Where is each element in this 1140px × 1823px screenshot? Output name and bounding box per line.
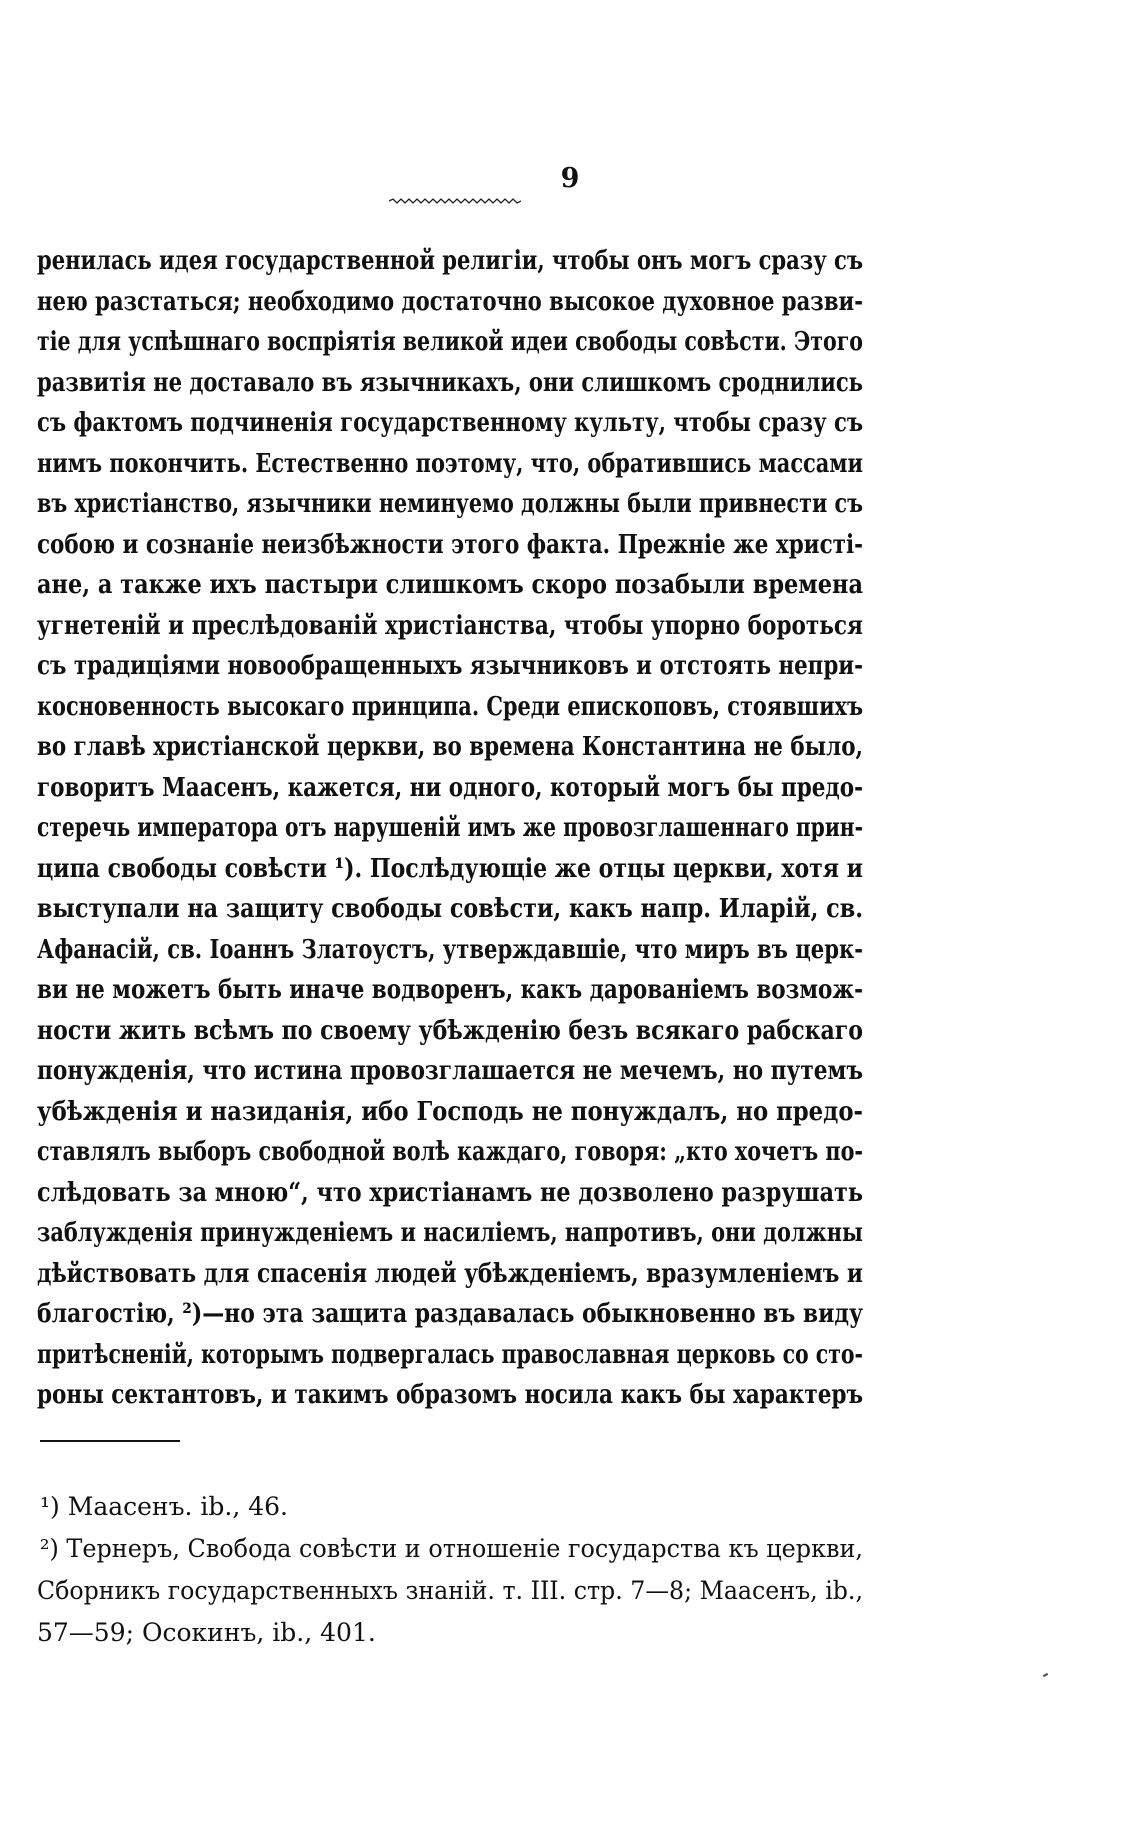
- footnote-continuation: 57—59; Осокинъ, ib., 401.: [37, 1618, 376, 1647]
- text-line: развитія не доставало въ язычникахъ, они слишкомъ сроднились: [37, 367, 863, 398]
- text-line: убѣжденія и назиданія, ибо Господь не понуждалъ, но предо-: [37, 1096, 863, 1127]
- text-line: ви не можетъ быть иначе водворенъ, какъ дарованіемъ возмож-: [37, 975, 863, 1005]
- text-line: собою и сознаніе неизбѣжности этого факта. Прежніе же христі-: [37, 529, 863, 560]
- text-line: говоритъ Маасенъ, кажется, ни одного, который могъ бы предо-: [37, 772, 863, 803]
- text-line: косновенность высокаго принципа. Среди епископовъ, стоявшихъ: [37, 691, 863, 722]
- footnote-separator: [40, 1440, 180, 1442]
- text-line: заблужденія принужденіемъ и насиліемъ, напротивъ, они должны: [37, 1218, 863, 1248]
- text-line: въ христіанство, язычники неминуемо должны были привнести съ: [37, 489, 863, 519]
- text-line: тіе для успѣшнаго воспріятія великой идеи свободы совѣсти. Этого: [37, 327, 863, 357]
- text-line: угнетеній и преслѣдованій христіанства, чтобы упорно бороться: [37, 610, 863, 641]
- text-line: съ фактомъ подчиненія государственному культу, чтобы сразу съ: [37, 408, 863, 438]
- footnote-continuation: Сборникъ государственныхъ знаній. т. III. стр. 7—8; Маасенъ, ib.,: [37, 1576, 863, 1605]
- text-line: выступали на защиту свободы совѣсти, какъ напр. Иларій, св.: [37, 894, 863, 924]
- text-line: благостію, ²)—но эта защита раздавалась обыкновенно въ виду: [37, 1299, 863, 1329]
- text-line: притѣсненій, которымъ подвергалась православная церковь со сто-: [37, 1339, 863, 1370]
- text-line: роны сектантовъ, и такимъ образомъ носила какъ бы характеръ: [37, 1380, 863, 1410]
- text-line: нимъ покончить. Естественно поэтому, что, обратившись массами: [37, 448, 863, 479]
- scan-speck: [1043, 1673, 1048, 1677]
- text-line: ципа свободы совѣсти ¹). Послѣдующіе же отцы церкви, хотя и: [37, 853, 863, 884]
- text-line: нею разстаться; необходимо достаточно высокое духовное разви-: [37, 286, 863, 317]
- text-line: ренилась идея государственной религіи, чтобы онъ могъ сразу съ: [37, 246, 863, 276]
- text-line: понужденія, что истина провозглашается не мечемъ, но путемъ: [37, 1056, 863, 1086]
- text-line: ставлялъ выборъ свободной волѣ каждаго, говоря: „кто хочетъ по-: [37, 1137, 863, 1167]
- text-line: слѣдовать за мною“, что христіанамъ не дозволено разрушать: [37, 1177, 863, 1208]
- text-line: стеречь императора отъ нарушеній имъ же провозглашеннаго прин-: [37, 813, 863, 843]
- text-line: ане, а также ихъ пастыри слишкомъ скоро позабыли времена: [37, 570, 863, 600]
- text-line: ности жить всѣмъ по своему убѣжденію безъ всякаго рабскаго: [37, 1015, 863, 1046]
- text-line: Афанасій, св. Іоаннъ Златоустъ, утверждавшіе, что миръ въ церк-: [37, 934, 863, 965]
- page-number-ornament: [389, 198, 521, 204]
- body-text: [37, 241, 863, 1416]
- page-number: 9: [560, 163, 580, 194]
- text-line: во главѣ христіанской церкви, во времена Константина не было,: [37, 732, 863, 762]
- text-line: съ традиціями новообращенныхъ язычниковъ и отстоять непри-: [37, 651, 863, 681]
- footnote: ¹) Маасенъ. ib., 46.: [40, 1492, 288, 1521]
- text-line: дѣйствовать для спасенія людей убѣжденіемъ, вразумленіемъ и: [37, 1258, 863, 1289]
- footnotes: [37, 1486, 863, 1654]
- footnote: ²) Тернеръ, Свобода совѣсти и отношеніе государства къ церкви,: [39, 1534, 863, 1563]
